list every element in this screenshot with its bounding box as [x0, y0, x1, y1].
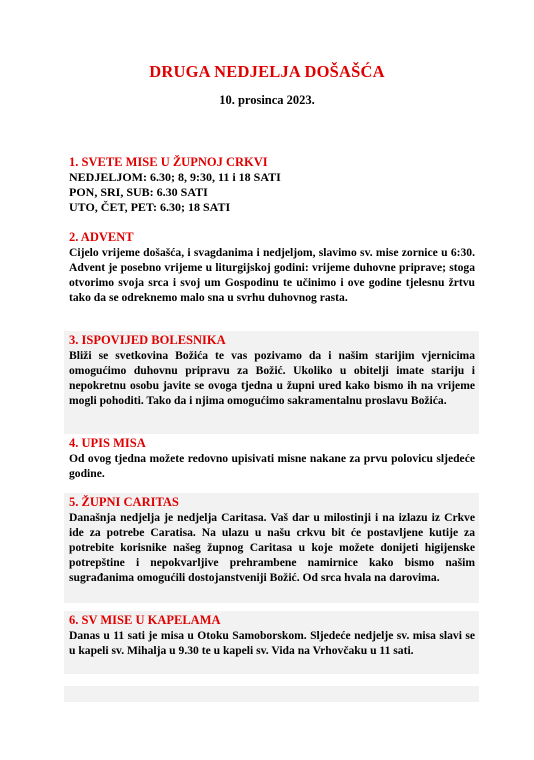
section-text: Današnja nedjelja je nedjelja Caritasa. Vaš dar u milostinji i na izlazu iz Crkve ide za potrebe Caratisa. Na ulazu u našu crkvu bit će postavljene kutije za potrebite korisnike našeg župnog Caritasa u koje možete donijeti higijenske potrepštine i nepokvarljive prehrambene namirnice kako bismo našim sugrađanima omogućili dostojanstveniji Božić. Od srca hvala na darovima.: [69, 511, 475, 584]
section-text: Cijelo vrijeme došašća, i svagdanima i nedjeljom, slavimo sv. mise zornice u 6:30. Advent je posebno vrijeme u liturgijskoj godini: vrijeme duhovne priprave; stoga otvorimo svoja srca i svoj um Gospodinu te učinimo i ove godine tjelesnu žrtvu tako da se odreknemo malo sna u svrhu duhovnog rasta.: [69, 246, 475, 304]
section-heading: 1. SVETE MISE U ŽUPNOJ CRKVI: [69, 155, 268, 169]
page-date: 10. prosinca 2023.: [219, 93, 315, 107]
section-mass-registration: [64, 436, 479, 481]
schedule-line-tue-thu-fri: UTO, ČET, PET: 6.30; 18 SATI: [69, 200, 231, 214]
section-text: Danas u 11 sati je misa u Otoku Samoborskom. Sljedeće nedjelje sv. misa slavi se u kapeli sv. Mihalja u 9.30 te u kapeli sv. Vida na Vrhovčaku u 11 sati.: [69, 629, 475, 657]
page-title: DRUGA NEDJELJA DOŠAŠĆA: [149, 62, 385, 81]
section-mass-schedule: [64, 155, 479, 215]
section-heading: 3. ISPOVIJED BOLESNIKA: [69, 333, 226, 347]
schedule-line-sunday: NEDJELJOM: 6.30; 8, 9:30, 11 i 18 SATI: [69, 170, 281, 184]
section-advent: [64, 230, 479, 305]
bottom-shaded-bar: [64, 686, 479, 702]
section-text: Od ovog tjedna možete redovno upisivati misne nakane za prvu polovicu sljedeće godine.: [69, 452, 475, 480]
section-caritas: [64, 493, 479, 603]
section-heading: 5. ŽUPNI CARITAS: [69, 495, 179, 509]
section-text: Bliži se svetkovina Božića te vas pozivamo da i našim starijim vjernicima omogućimo duhovnu pripravu za Božić. Ukoliko u obitelji imate stariju i nepokretnu osobu javite se ovoga tjedna u župni ured kako bismo ih na vrijeme mogli pohoditi. Tako da i njima omogućimo sakramentalnu proslavu Božića.: [69, 349, 475, 407]
section-chapels: [64, 611, 479, 674]
section-confession: [64, 331, 479, 434]
schedule-line-mon-wed-sat: PON, SRI, SUB: 6.30 SATI: [69, 185, 208, 199]
section-heading: 2. ADVENT: [69, 230, 134, 244]
section-heading: 6. SV MISE U KAPELAMA: [69, 613, 221, 627]
section-heading: 4. UPIS MISA: [69, 436, 146, 450]
